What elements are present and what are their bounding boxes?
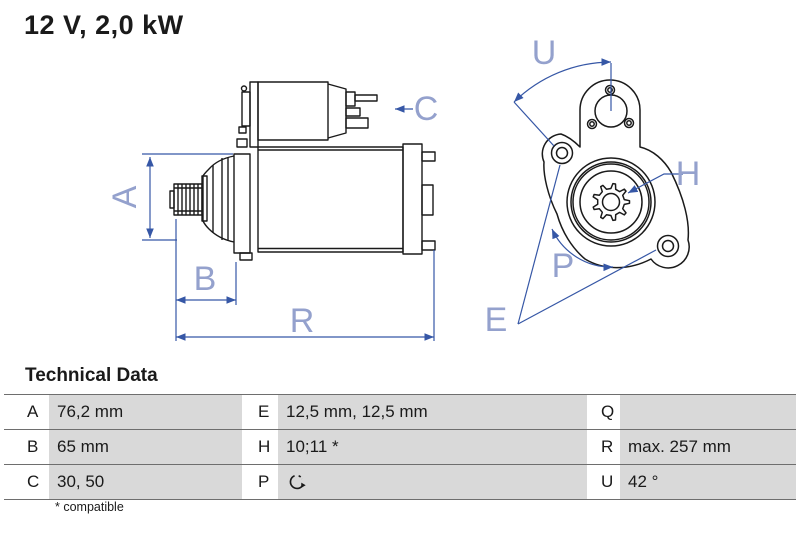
- table-row: [4, 429, 796, 464]
- solenoid: [258, 82, 377, 140]
- table-row: [4, 394, 796, 429]
- dimension-label-R: R: [289, 302, 315, 340]
- technical-data-table: [4, 394, 796, 500]
- spec-value: 10;11 *: [278, 430, 587, 464]
- spec-key: B: [4, 430, 49, 464]
- table-row: [4, 464, 796, 499]
- spec-key: R: [587, 430, 620, 464]
- spec-value: 42 °: [620, 465, 796, 499]
- drive-end-housing: [202, 156, 234, 242]
- pinion-side: [170, 184, 202, 215]
- spec-value: 65 mm: [49, 430, 242, 464]
- dimension-label-H: H: [675, 155, 701, 193]
- spec-value: 76,2 mm: [49, 395, 242, 429]
- spec-value: [620, 395, 796, 429]
- spec-key: H: [242, 430, 278, 464]
- spec-value: 30, 50: [49, 465, 242, 499]
- spec-value: 12,5 mm, 12,5 mm: [278, 395, 587, 429]
- dimension-label-P: P: [551, 247, 575, 285]
- bearing-boss: [567, 158, 655, 246]
- motor-body: [258, 144, 435, 254]
- spec-key: E: [242, 395, 278, 429]
- dimension-label-C: C: [413, 90, 439, 128]
- pinion-shaft-hole: [603, 194, 620, 211]
- page-title: 12 V, 2,0 kW: [24, 10, 184, 40]
- mounting-hole-lower-right: [658, 236, 679, 257]
- mounting-hole-upper-left: [552, 143, 573, 164]
- dimension-label-A: A: [106, 185, 144, 209]
- dimension-A: [142, 154, 233, 240]
- rotation-clockwise-icon: [286, 471, 308, 493]
- spec-value: [278, 465, 587, 499]
- spec-key: C: [4, 465, 49, 499]
- side-view-dimensions: [142, 109, 434, 341]
- spec-key: A: [4, 395, 49, 429]
- technical-data-heading: Technical Data: [25, 365, 158, 386]
- pinion-gear: [593, 184, 629, 221]
- dimension-label-E: E: [484, 301, 508, 339]
- dimension-label-U: U: [531, 34, 557, 72]
- spec-key: P: [242, 465, 278, 499]
- compatibility-footnote: * compatible: [55, 500, 124, 514]
- spec-key: Q: [587, 395, 620, 429]
- spec-value: max. 257 mm: [620, 430, 796, 464]
- spec-key: U: [587, 465, 620, 499]
- mounting-bracket: [234, 82, 258, 260]
- dimension-label-B: B: [193, 260, 217, 298]
